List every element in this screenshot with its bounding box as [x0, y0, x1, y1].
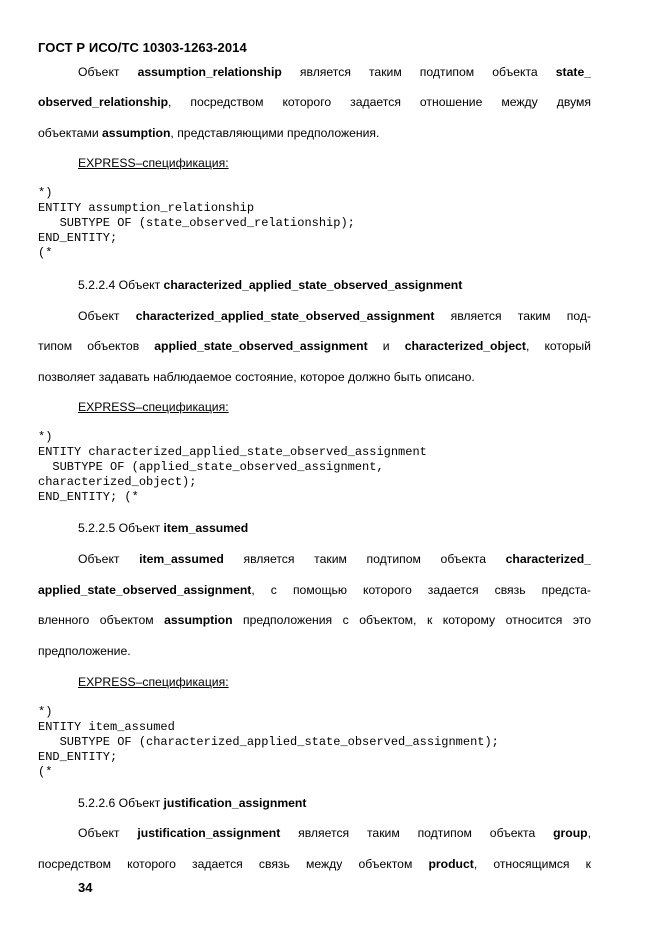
text: , посредством которого задается отношение между двумя: [168, 95, 591, 109]
entity-term: item_assumed: [163, 521, 249, 535]
entity-term: justification_assignment: [163, 796, 307, 810]
paragraph-2-line-2: [38, 339, 591, 353]
text: Объект: [78, 309, 136, 323]
paragraph-1-line-3: [38, 126, 591, 140]
entity-term: characterized_object: [404, 339, 526, 353]
paragraph-3-line-2: [38, 583, 591, 597]
text: Объект: [78, 65, 138, 79]
paragraph-4-line-1: [78, 826, 591, 840]
text: и: [367, 339, 405, 353]
text: , с помощью которого задается связь предста-: [251, 583, 591, 597]
section-number: 5.2.2.4 Объект: [78, 278, 164, 292]
text: ,: [587, 826, 592, 840]
paragraph-3-line-4: [38, 644, 591, 658]
text: предположения с объектом, к которому относится это: [232, 613, 591, 627]
paragraph-3-line-1: [78, 552, 591, 566]
text: Объект: [78, 552, 140, 566]
text: является таким подтипом объекта: [223, 552, 506, 566]
entity-term: characterized_applied_state_observed_assignment: [163, 278, 463, 292]
text: вленного объектом: [38, 613, 165, 627]
entity-term: state_: [555, 65, 591, 79]
express-code-block-3: *) ENTITY item_assumed SUBTYPE OF (characterized_applied_state_observed_assignment); END_ENTITY; (*: [38, 705, 499, 779]
entity-term: assumption_relationship: [137, 65, 282, 79]
text: объектами: [38, 126, 103, 140]
express-code-block-2: *) ENTITY characterized_applied_state_observed_assignment SUBTYPE OF (applied_state_observed_assignment, characterized_object); END_ENTITY; (*: [38, 430, 427, 504]
entity-term: characterized_: [505, 552, 592, 566]
entity-term: applied_state_observed_assignment: [154, 339, 368, 353]
page-number: 34: [78, 880, 93, 895]
entity-term: assumption: [164, 613, 233, 627]
entity-term: assumption: [102, 126, 171, 140]
entity-term: applied_state_observed_assignment: [38, 583, 252, 597]
entity-term: group: [553, 826, 588, 840]
express-spec-heading-3: EXPRESS–спецификация:: [78, 675, 229, 689]
express-spec-heading-2: EXPRESS–спецификация:: [78, 400, 229, 414]
text: является таким подтипом объекта: [280, 826, 554, 840]
text: позволяет задавать наблюдаемое состояние, которое должно быть описано.: [38, 370, 475, 384]
section-number: 5.2.2.6 Объект: [78, 796, 164, 810]
section-heading-5-2-2-6: [78, 796, 306, 810]
paragraph-2-line-1: [78, 309, 591, 323]
entity-term: characterized_applied_state_observed_assignment: [135, 309, 435, 323]
entity-term: product: [428, 857, 474, 871]
paragraph-4-line-2: [38, 857, 591, 871]
text: , который: [525, 339, 591, 353]
text: Объект: [78, 826, 138, 840]
section-heading-5-2-2-4: [78, 278, 462, 292]
section-number: 5.2.2.5 Объект: [78, 521, 164, 535]
text: типом объектов: [38, 339, 155, 353]
entity-term: observed_relationship: [38, 95, 169, 109]
express-spec-heading-1: EXPRESS–спецификация:: [78, 156, 229, 170]
text: предположение.: [38, 644, 131, 658]
text: является таким под-: [434, 309, 591, 323]
text: является таким подтипом объекта: [281, 65, 556, 79]
text: , относящимся к: [473, 857, 591, 871]
text: , представляющими предположения.: [170, 126, 380, 140]
paragraph-1-line-1: [78, 65, 591, 79]
paragraph-1-line-2: [38, 95, 591, 109]
express-code-block-1: *) ENTITY assumption_relationship SUBTYPE OF (state_observed_relationship); END_ENTITY; (*: [38, 186, 355, 260]
entity-term: item_assumed: [139, 552, 224, 566]
paragraph-3-line-3: [38, 613, 591, 627]
paragraph-2-line-3: [38, 370, 591, 384]
section-heading-5-2-2-5: [78, 521, 248, 535]
text: посредством которого задается связь между объектом: [38, 857, 429, 871]
entity-term: justification_assignment: [137, 826, 281, 840]
document-header: ГОСТ Р ИСО/ТС 10303-1263-2014: [38, 40, 247, 55]
